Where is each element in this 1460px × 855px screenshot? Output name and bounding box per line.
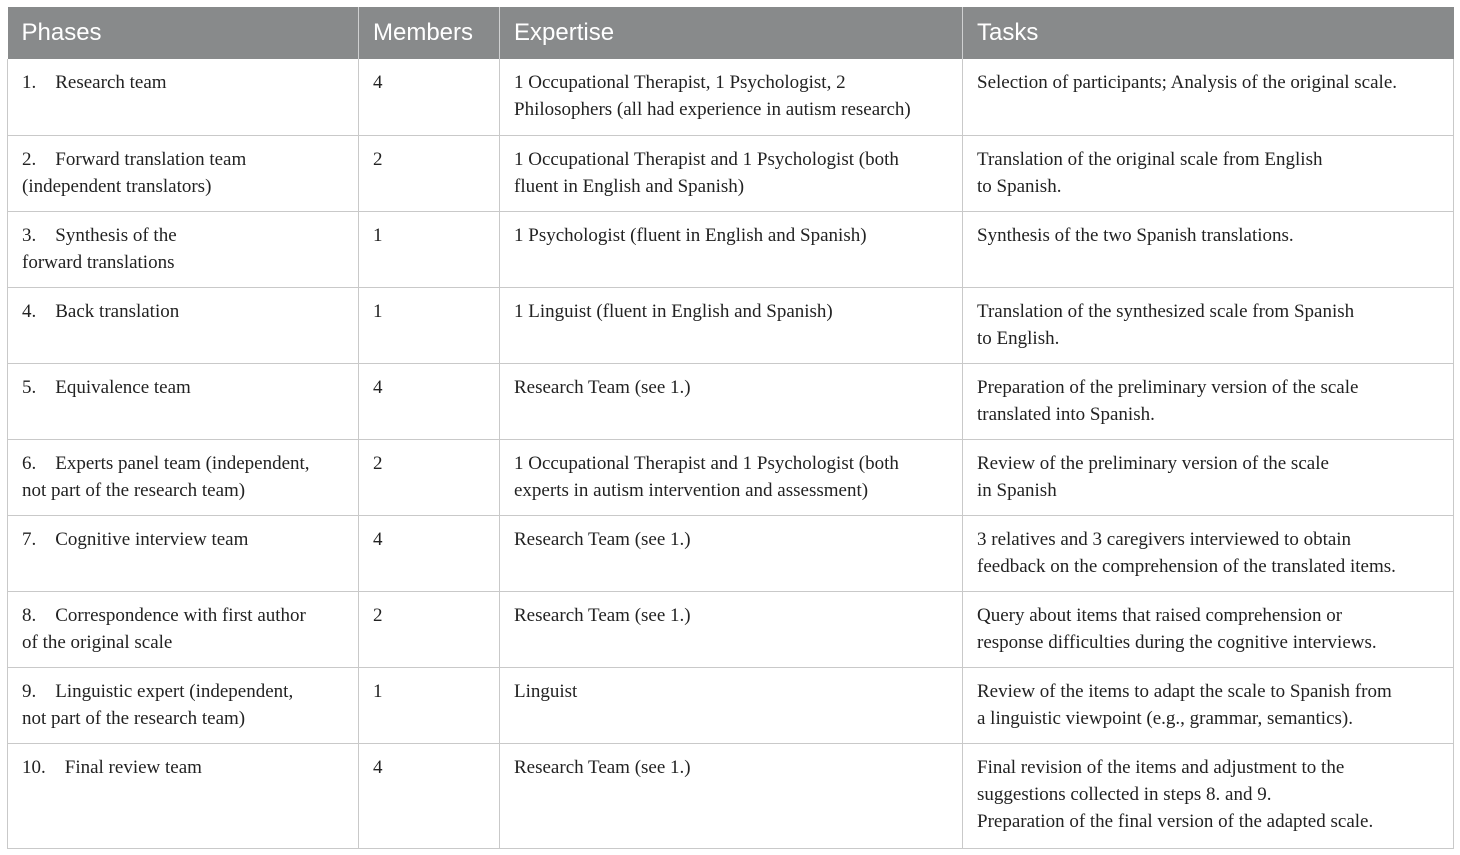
header-members: Members [359, 7, 500, 59]
expertise-line: Philosophers (all had experience in autism research) [514, 99, 911, 120]
expertise-line: experts in autism intervention and assessment) [514, 479, 869, 501]
cell-members: 2 [359, 439, 500, 515]
table-row [8, 363, 1454, 439]
phase-name: Forward translation team [55, 148, 247, 170]
phase-number: 9. [22, 680, 37, 702]
cell-tasks [963, 211, 1454, 287]
phase-name: Correspondence with first author [55, 604, 306, 626]
cell-phase [8, 135, 359, 211]
expertise-line: Research Team (see 1.) [514, 604, 691, 626]
expertise-line: 1 Psychologist (fluent in English and Spanish) [514, 224, 867, 246]
tasks-line: in Spanish [977, 479, 1057, 501]
cell-expertise [500, 591, 963, 667]
tasks-line: Synthesis of the two Spanish translations. [977, 224, 1294, 246]
phase-name: Research team [55, 72, 167, 93]
phase-line [22, 69, 344, 96]
cell-members: 2 [359, 591, 500, 667]
tasks-line: Translation of the synthesized scale from Spanish [977, 300, 1355, 322]
header-expertise: Expertise [500, 7, 963, 59]
expertise-line: Linguist [514, 680, 578, 702]
cell-phase [8, 363, 359, 439]
tasks-line: translated into Spanish. [977, 403, 1155, 425]
tasks-line: response difficulties during the cognitive interviews. [977, 631, 1377, 653]
tasks-line: Translation of the original scale from English [977, 148, 1323, 170]
phase-line [22, 754, 344, 781]
phase-number: 3. [22, 224, 37, 246]
phase-number: 4. [22, 300, 37, 322]
table-row [8, 287, 1454, 363]
tasks-line: a linguistic viewpoint (e.g., grammar, semantics). [977, 707, 1353, 729]
phase-number: 7. [22, 528, 37, 550]
cell-members: 1 [359, 667, 500, 743]
phase-number: 6. [22, 452, 37, 474]
phase-line [22, 146, 344, 173]
cell-tasks [963, 591, 1454, 667]
phase-line [22, 298, 344, 325]
tasks-line: Preparation of the preliminary version of the scale [977, 376, 1359, 398]
phase-name-continued: (independent translators) [22, 175, 212, 197]
cell-phase [8, 667, 359, 743]
phase-name: Cognitive interview team [55, 528, 249, 550]
phase-line [22, 526, 344, 553]
phase-line [22, 450, 344, 477]
cell-phase [8, 287, 359, 363]
cell-members: 2 [359, 135, 500, 211]
table-container [7, 7, 1453, 849]
tasks-line: Review of the items to adapt the scale to Spanish from [977, 680, 1392, 702]
phase-line [22, 602, 344, 629]
cell-phase [8, 211, 359, 287]
cell-expertise [500, 439, 963, 515]
cell-members: 4 [359, 743, 500, 848]
cell-phase [8, 743, 359, 848]
cell-tasks [963, 287, 1454, 363]
cell-expertise [500, 287, 963, 363]
cell-tasks [963, 515, 1454, 591]
table-row [8, 135, 1454, 211]
phase-line [22, 222, 344, 249]
phase-name-continued: not part of the research team) [22, 707, 246, 729]
cell-members: 1 [359, 211, 500, 287]
table-row [8, 667, 1454, 743]
phases-table [7, 7, 1454, 849]
expertise-line: Research Team (see 1.) [514, 528, 691, 550]
table-row [8, 591, 1454, 667]
expertise-line: 1 Occupational Therapist, 1 Psychologist, 2 [514, 72, 846, 93]
expertise-line: 1 Linguist (fluent in English and Spanish) [514, 300, 833, 322]
phase-name-continued: not part of the research team) [22, 479, 246, 501]
tasks-line: feedback on the comprehension of the translated items. [977, 555, 1396, 577]
cell-tasks [963, 363, 1454, 439]
table-header [8, 7, 1454, 59]
phase-line [22, 374, 344, 401]
tasks-line: Query about items that raised comprehension or [977, 604, 1343, 626]
cell-expertise [500, 743, 963, 848]
phase-line [22, 678, 344, 705]
table-row [8, 515, 1454, 591]
phase-number: 2. [22, 148, 37, 170]
tasks-line: Review of the preliminary version of the scale [977, 452, 1329, 474]
phase-name: Experts panel team (independent, [55, 452, 310, 474]
phase-name: Synthesis of the [55, 224, 177, 246]
phase-number: 5. [22, 376, 37, 398]
expertise-line: 1 Occupational Therapist and 1 Psychologist (both [514, 148, 899, 170]
phase-name: Equivalence team [55, 376, 191, 398]
header-tasks: Tasks [963, 7, 1454, 59]
cell-expertise [500, 667, 963, 743]
expertise-line: fluent in English and Spanish) [514, 175, 745, 197]
table-row [8, 439, 1454, 515]
tasks-line: 3 relatives and 3 caregivers interviewed to obtain [977, 528, 1352, 550]
tasks-line: to Spanish. [977, 175, 1062, 197]
table-row [8, 59, 1454, 135]
tasks-line: suggestions collected in steps 8. and 9. [977, 783, 1272, 805]
cell-expertise [500, 59, 963, 135]
tasks-line: Preparation of the final version of the adapted scale. [977, 810, 1374, 832]
header-phases: Phases [8, 7, 359, 59]
cell-phase [8, 591, 359, 667]
header-row [8, 7, 1454, 59]
phase-number: 1. [22, 72, 37, 93]
tasks-line: Selection of participants; Analysis of the original scale. [977, 72, 1398, 93]
cell-phase [8, 515, 359, 591]
cell-tasks [963, 667, 1454, 743]
phase-name: Final review team [64, 756, 202, 778]
table-row [8, 743, 1454, 848]
expertise-line: Research Team (see 1.) [514, 756, 691, 778]
cell-tasks [963, 439, 1454, 515]
phase-number: 8. [22, 604, 37, 626]
phase-number: 10. [22, 756, 46, 778]
cell-members: 1 [359, 287, 500, 363]
phase-name: Linguistic expert (independent, [55, 680, 294, 702]
cell-expertise [500, 211, 963, 287]
table-row [8, 211, 1454, 287]
phase-name-continued: of the original scale [22, 631, 173, 653]
tasks-line: to English. [977, 327, 1060, 349]
cell-expertise [500, 515, 963, 591]
phase-name-continued: forward translations [22, 251, 175, 273]
cell-members: 4 [359, 59, 500, 135]
cell-expertise [500, 135, 963, 211]
cell-tasks [963, 743, 1454, 848]
cell-tasks [963, 59, 1454, 135]
cell-members: 4 [359, 363, 500, 439]
expertise-line: Research Team (see 1.) [514, 376, 691, 398]
cell-tasks [963, 135, 1454, 211]
cell-phase [8, 59, 359, 135]
tasks-line: Final revision of the items and adjustment to the [977, 756, 1345, 778]
cell-phase [8, 439, 359, 515]
expertise-line: 1 Occupational Therapist and 1 Psychologist (both [514, 452, 899, 474]
table-body [8, 59, 1454, 848]
cell-expertise [500, 363, 963, 439]
cell-members: 4 [359, 515, 500, 591]
phase-name: Back translation [55, 300, 180, 322]
